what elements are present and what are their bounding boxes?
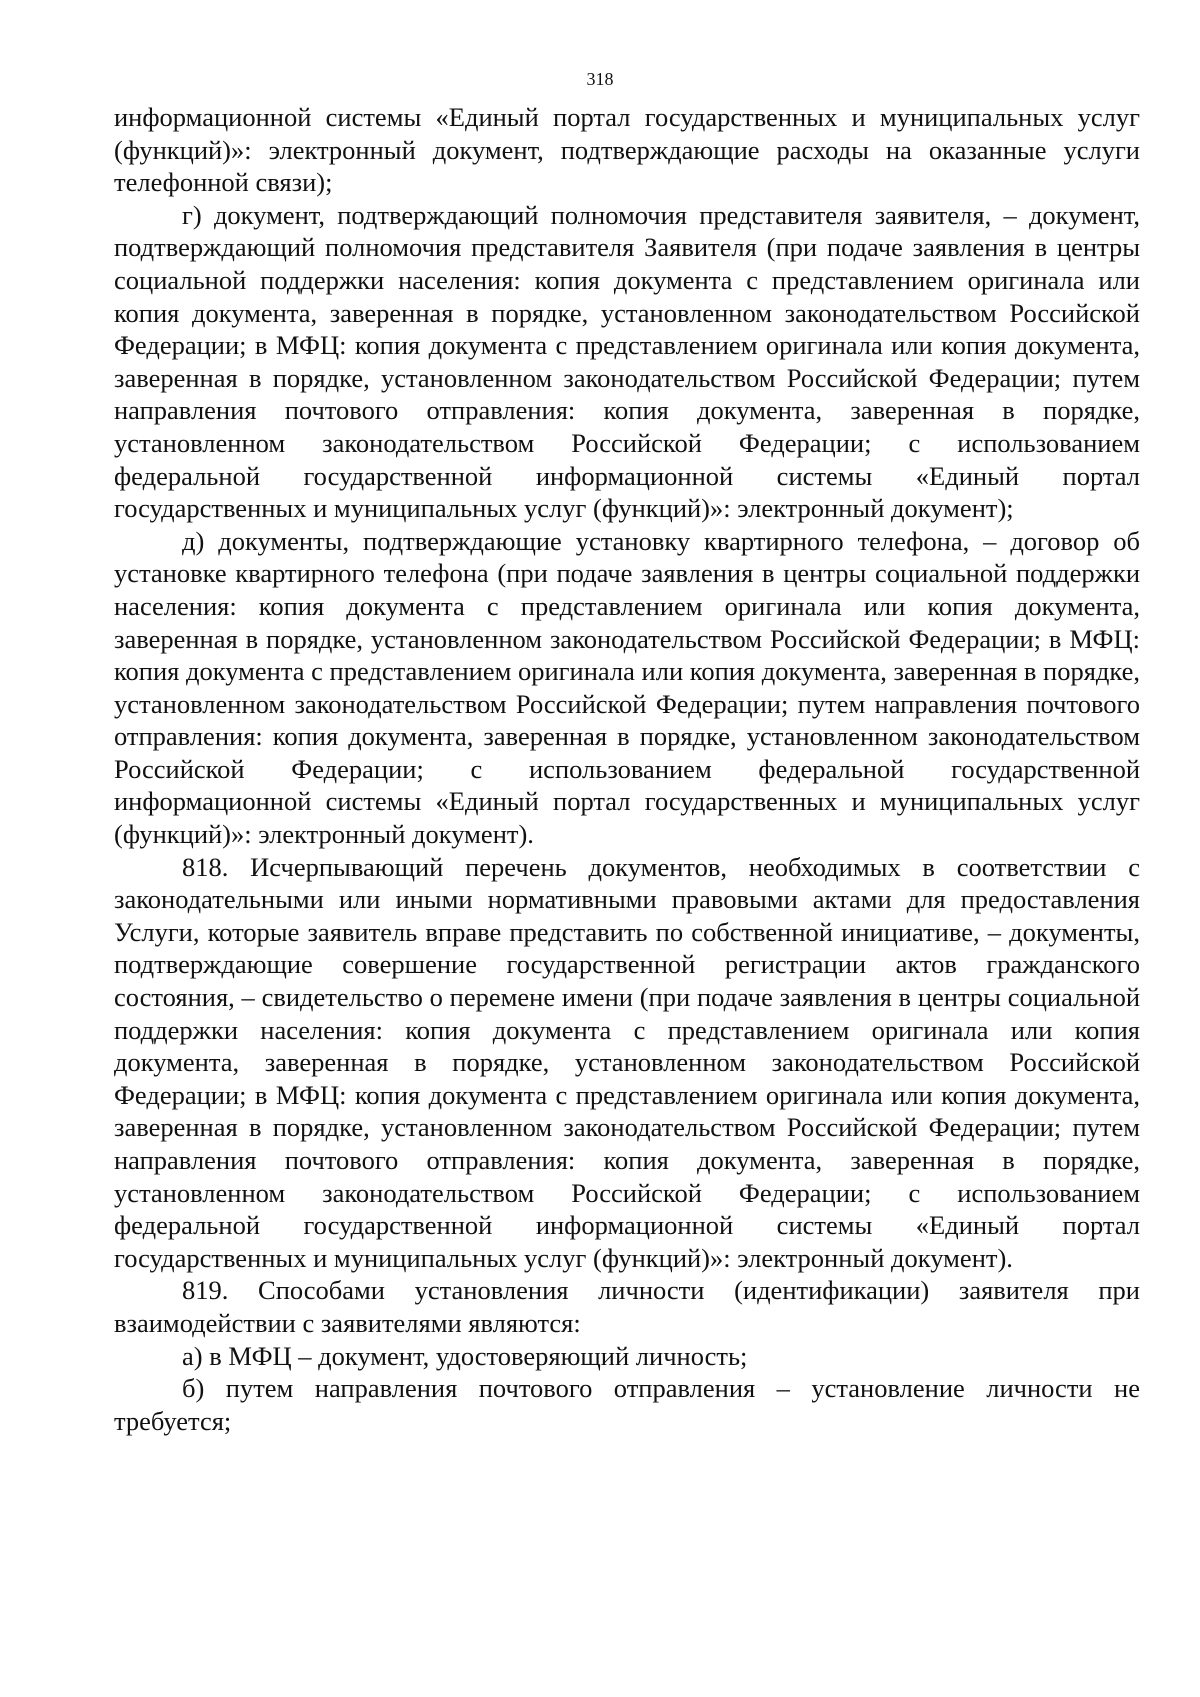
document-body	[114, 101, 1140, 1437]
paragraph-item-b-postal: б) путем направления почтового отправления – установление личности не требуется;	[114, 1373, 1140, 1436]
paragraph-item-d-phone-installation: д) документы, подтверждающие установку квартирного телефона, – договор об установке квартирного телефона (при подаче заявления в центры социальной поддержки населения: копия документа с представлением оригинала или копия документа, заверенная в порядке, установленном законодательством Российской Федерации; в МФЦ: копия документа с представлением оригинала или копия документа, заверенная в порядке, установленном законодательством Российской Федерации; путем направления почтового отправления: копия документа, заверенная в порядке, установленном законодательством Российской Федерации; с использованием федеральной государственной информационной системы «Единый портал государственных и муниципальных услуг (функций)»: электронный документ).	[114, 525, 1140, 850]
paragraph-818-optional-documents: 818. Исчерпывающий перечень документов, необходимых в соответствии с законодательными или иными нормативными правовыми актами для предоставления Услуги, которые заявитель вправе представить по собственной инициативе, – документы, подтверждающие совершение государственной регистрации актов гражданского состояния, – свидетельство о перемене имени (при подаче заявления в центры социальной поддержки населения: копия документа с представлением оригинала или копия документа, заверенная в порядке, установленном законодательством Российской Федерации; в МФЦ: копия документа с представлением оригинала или копия документа, заверенная в порядке, установленном законодательством Российской Федерации; путем направления почтового отправления: копия документа, заверенная в порядке, установленном законодательством Российской Федерации; с использованием федеральной государственной информационной системы «Единый портал государственных и муниципальных услуг (функций)»: электронный документ).	[114, 851, 1140, 1273]
paragraph-continuation-esia: информационной системы «Единый портал государственных и муниципальных услуг (функций)»: электронный документ, подтверждающие расходы на оказанные услуги телефонной связи);	[114, 102, 1140, 198]
paragraph-item-a-mfc: а) в МФЦ – документ, удостоверяющий личность;	[182, 1340, 748, 1371]
paragraph-819-identification-methods: 819. Способами установления личности (идентификации) заявителя при взаимодействии с заявителями являются:	[114, 1275, 1140, 1338]
paragraph-item-g-representative-authority: г) документ, подтверждающий полномочия представителя заявителя, – документ, подтверждающий полномочия представителя Заявителя (при подаче заявления в центры социальной поддержки населения: копия документа с представлением оригинала или копия документа, заверенная в порядке, установленном законодательством Российской Федерации; в МФЦ: копия документа с представлением оригинала или копия документа, заверенная в порядке, установленном законодательством Российской Федерации; путем направления почтового отправления: копия документа, заверенная в порядке, установленном законодательством Российской Федерации; с использованием федеральной государственной информационной системы «Единый портал государственных и муниципальных услуг (функций)»: электронный документ);	[114, 199, 1140, 524]
page-number: 318	[586, 69, 614, 89]
